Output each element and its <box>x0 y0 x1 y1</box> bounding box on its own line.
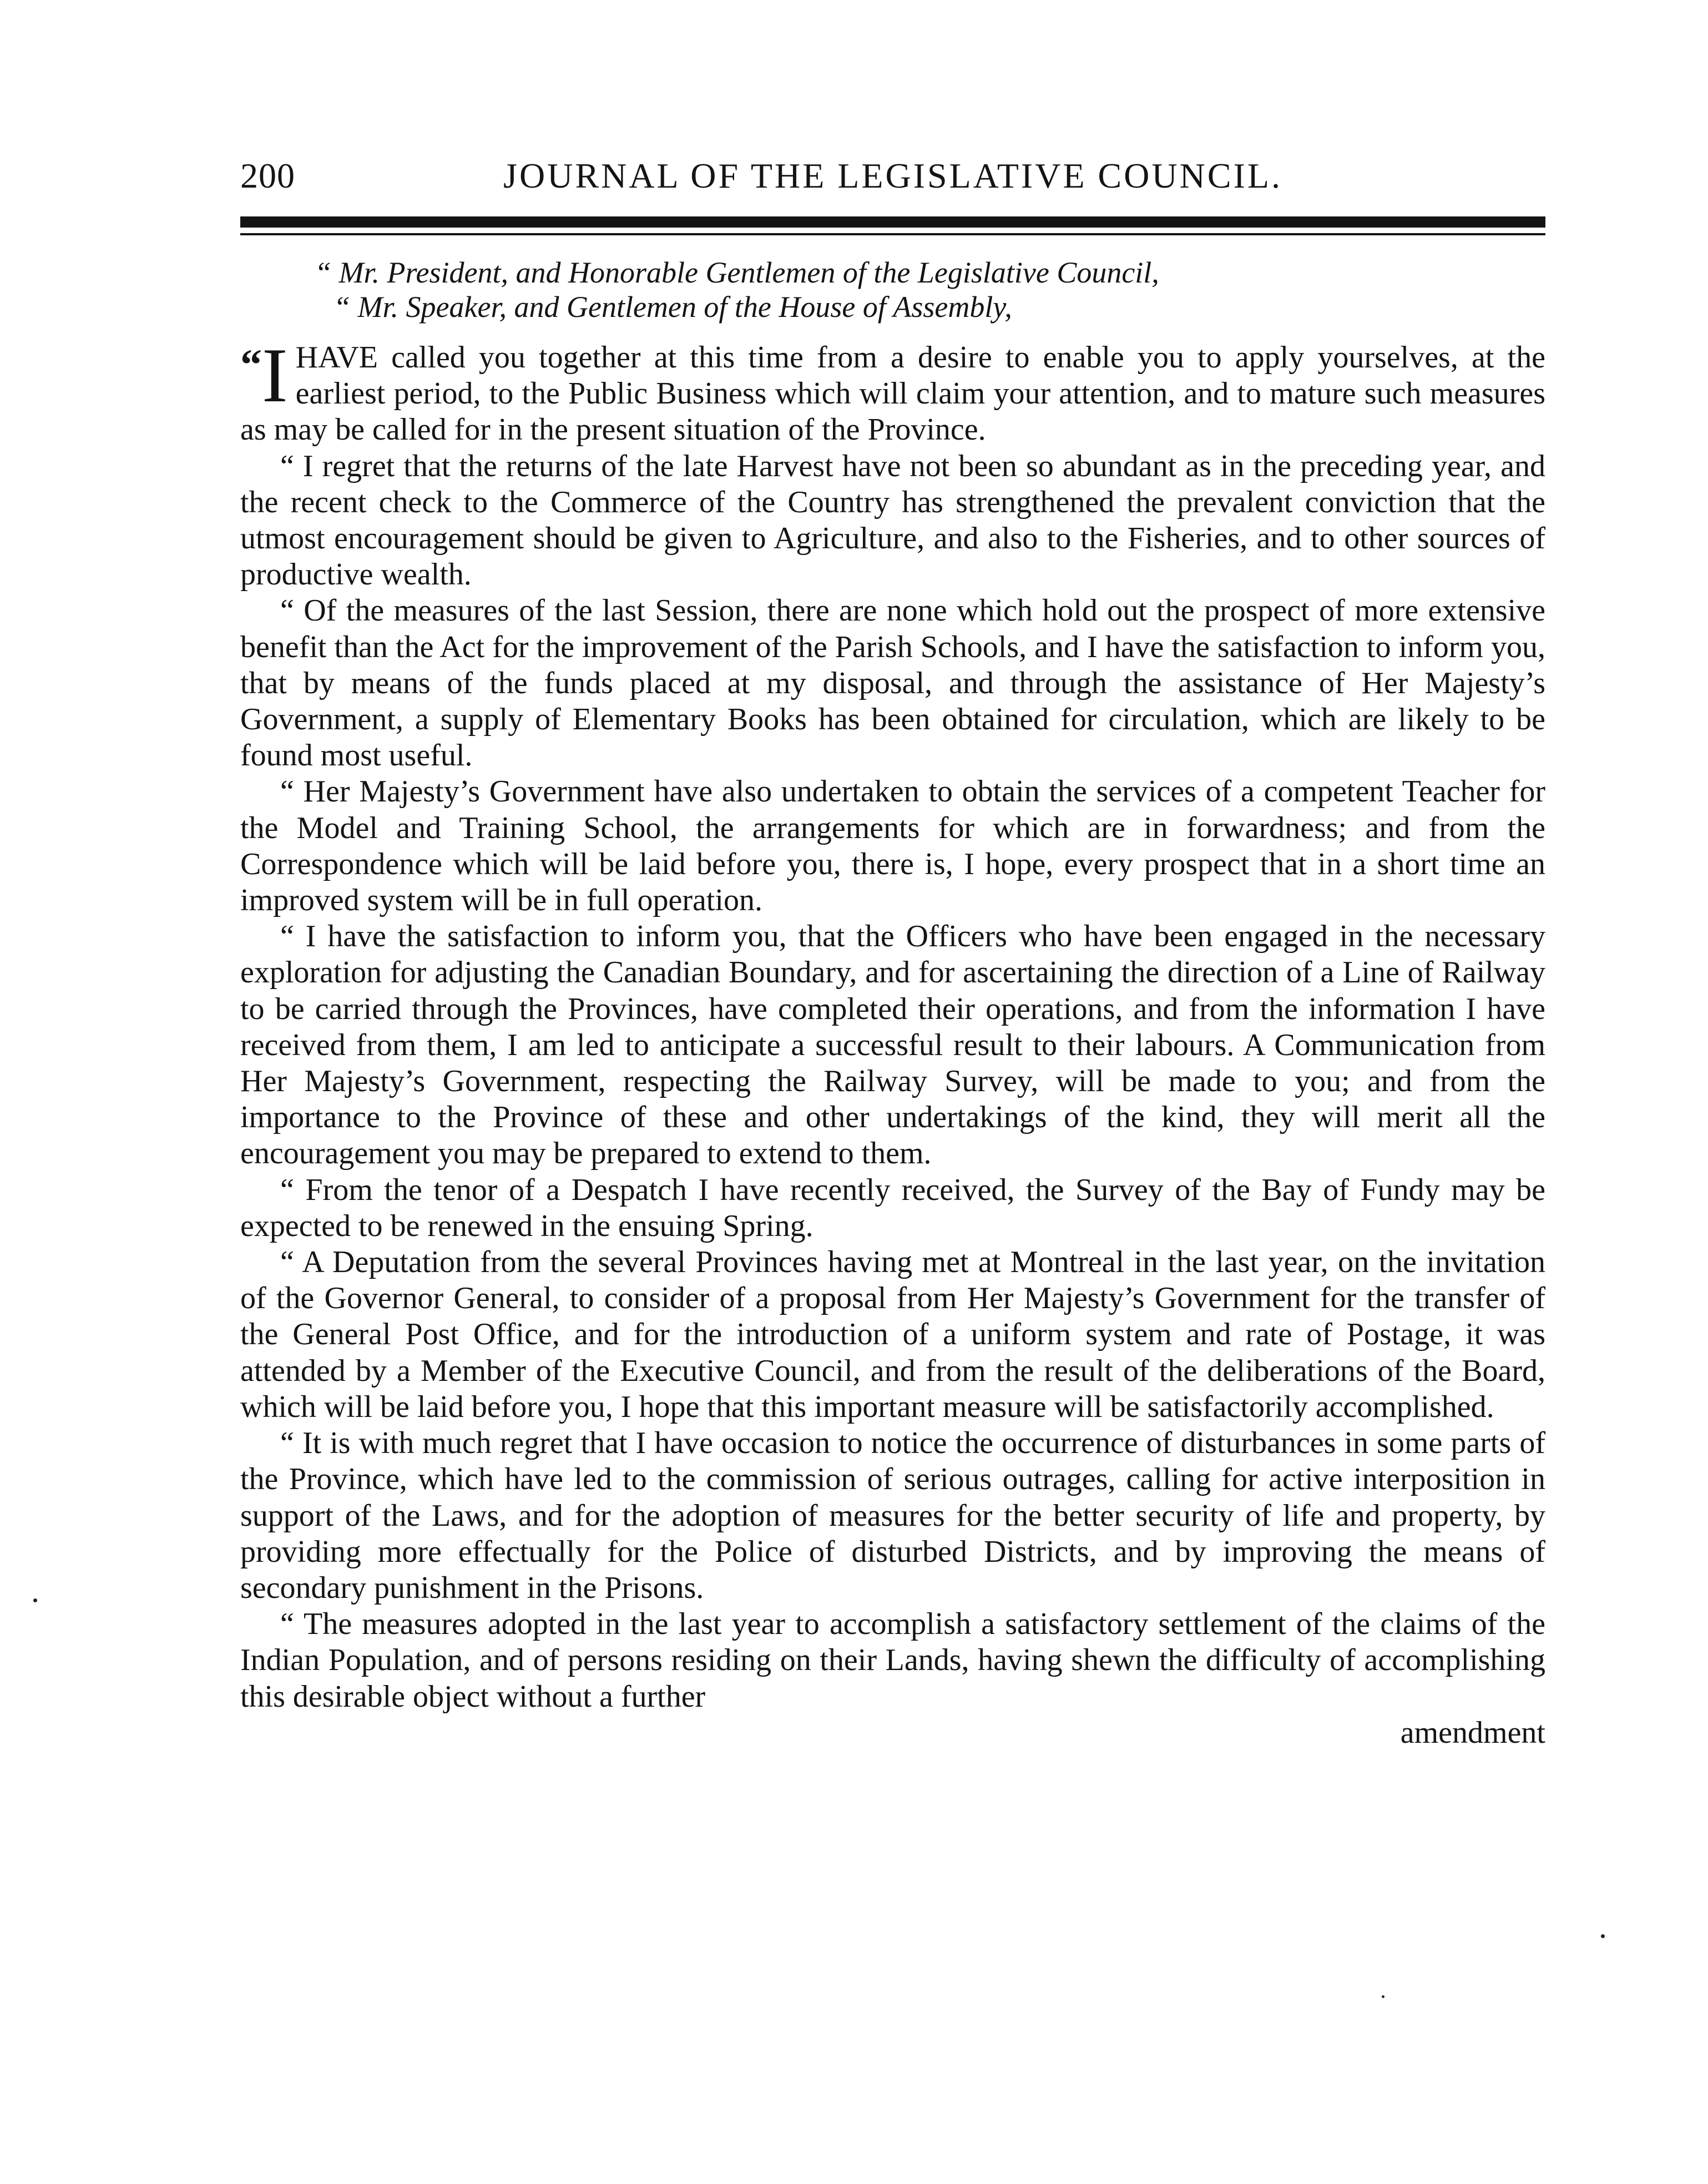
address-line-assembly: “ Mr. Speaker, and Gentlemen of the House of Assembly, <box>333 290 1012 324</box>
page-number: 200 <box>240 156 295 195</box>
header-rule-thick <box>240 216 1545 228</box>
paragraph-parish-schools: “ Of the measures of the last Session, there are none which hold out the prospect of more extensive benefit than the Act for the improvement of the Parish Schools, and I have the satisfaction to inform you, that by means of the funds placed at my disposal, and through the assistance of Her Majesty’s Government, a supply of Elementary Books has been obtained for circulation, which are likely to be found most useful. <box>240 593 1545 773</box>
paragraph-post-office: “ A Deputation from the several Provinces having met at Montreal in the last year, on the invitation of the Governor General, to consider of a proposal from Her Majesty’s Government for the transfer of the General Post Office, and for the introduction of a uniform system and rate of Postage, it was attended by a Member of the Executive Council, and from the result of the deliberations of the Board, which will be laid before you, I hope that this important measure will be satisfactorily accomplished. <box>240 1245 1545 1424</box>
address-line-council: “ Mr. President, and Honorable Gentlemen of the Legislative Council, <box>315 256 1159 289</box>
paragraph-indian-population: “ The measures adopted in the last year to accomplish a satisfactory settlement of the claims of the Indian Population, and of persons residing on their Lands, having shewn the difficulty of accomplishing this desirable object without a further <box>240 1607 1545 1714</box>
speech-body <box>240 332 1545 1715</box>
drop-cap-initial: I <box>262 332 288 418</box>
drop-cap-quote: “ <box>240 340 262 389</box>
opening-paragraph <box>240 332 1545 448</box>
paragraph-bay-of-fundy: “ From the tenor of a Despatch I have recently received, the Survey of the Bay of Fundy may be expected to be renewed in the ensuing Spring. <box>240 1172 1545 1243</box>
paragraph-model-school: “ Her Majesty’s Government have also undertaken to obtain the services of a competent Teacher for the Model and Training School, the arrangements for which are in forwardness; and from the Correspondence which will be laid before you, there is, I hope, every prospect that in a short time an improved system will be in full operation. <box>240 774 1545 918</box>
page-speck <box>1601 1934 1605 1938</box>
running-title: JOURNAL OF THE LEGISLATIVE COUNCIL. <box>503 156 1282 195</box>
paragraph-boundary-railway: “ I have the satisfaction to inform you, that the Officers who have been engaged in the necessary exploration for adjusting the Canadian Boundary, and for ascertaining the direction of a Line of Railway to be carried through the Provinces, have completed their operations, and from the information I have received from them, I am led to anticipate a successful result to their labours. A Communication from Her Majesty’s Government, respecting the Railway Survey, will be made to you; and from the importance to the Province of these and other undertakings of the kind, they will merit all the encouragement you may be prepared to extend to them. <box>240 919 1545 1171</box>
header-rule-thin <box>240 233 1545 235</box>
page-speck <box>1382 1995 1384 1998</box>
catchword: amendment <box>1400 1715 1545 1750</box>
paragraph-harvest: “ I regret that the returns of the late Harvest have not been so abundant as in the preceding year, and the recent check to the Commerce of the Country has strengthened the prevalent conviction that the utmost encouragement should be given to Agriculture, and also to the Fisheries, and to other sources of productive wealth. <box>240 448 1545 592</box>
paragraph-disturbances: “ It is with much regret that I have occasion to notice the occurrence of disturbances in some parts of the Province, which have led to the commission of serious outrages, calling for active interposition in support of the Laws, and for the adoption of measures for the better security of life and property, by providing more effectually for the Police of disturbed Districts, and by improving the means of secondary punishment in the Prisons. <box>240 1426 1545 1605</box>
opening-text: HAVE called you together at this time from a desire to enable you to apply yourselves, at the earliest period, to the Public Business which will claim your attention, and to mature such measures as may be called for in the present situation of the Province. <box>240 340 1545 447</box>
drop-cap <box>240 332 288 418</box>
page-speck <box>33 1598 37 1602</box>
journal-page <box>240 155 1545 1751</box>
running-header <box>240 155 1545 216</box>
